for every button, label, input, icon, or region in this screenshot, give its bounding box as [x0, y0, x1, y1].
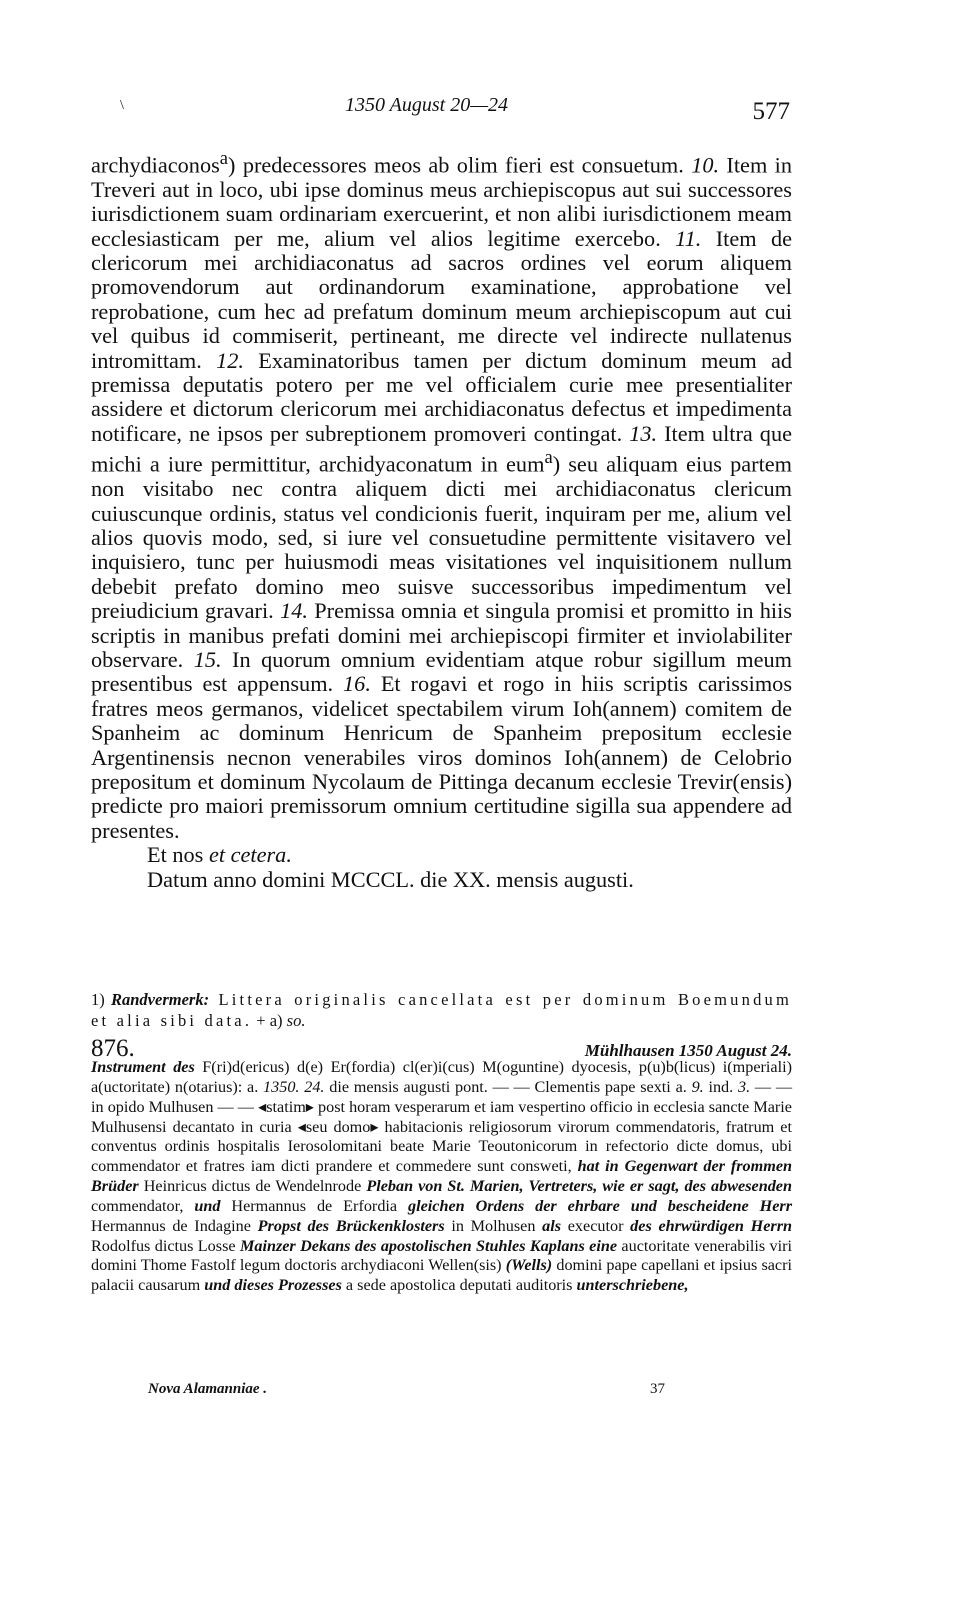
- text-segment: Item ultra que michi a iure permittitur, archidyaconatum in eum: [91, 420, 792, 477]
- regest-segment: auctoritate venerabilis viri domini Thome Fastolf legum doctoris archydiaconi Wellen(sis): [91, 1236, 792, 1275]
- regest-segment: Hermannus de Indagine: [91, 1216, 258, 1235]
- footnote-ref: a: [219, 148, 229, 169]
- regest-text: [91, 1058, 792, 1296]
- footnote-keyword: Randvermerk:: [110, 990, 210, 1009]
- page-footer: [148, 1381, 708, 1401]
- document-place-date: Mühlhausen 1350 August 24.: [584, 1041, 792, 1060]
- section-number: 10.: [691, 152, 720, 178]
- footnote: [91, 989, 792, 1031]
- german-editorial-text: Mainzer Dekans des apostolischen Stuhles Kaplans eine: [239, 1236, 618, 1255]
- page-number: 577: [752, 98, 790, 125]
- german-editorial-text: gleichen Ordens der ehrbare und bescheidene Herr: [408, 1196, 792, 1215]
- footnote-label: 1): [91, 990, 111, 1009]
- regest-segment: F(ri)d(ericus) d(e) Er(fordia) cl(er)i(cus) M(oguntine) dyocesis, p(u)b(licus) i(mperiali) a(uctoritate) n(otarius): a.: [91, 1058, 792, 1096]
- german-editorial-text: (Wells): [505, 1256, 553, 1275]
- footer-signature: Nova Alamanniae .: [148, 1381, 268, 1397]
- german-editorial-text: Propst des Brückenklosters: [257, 1216, 445, 1235]
- header-date-range: 1350 August 20—24: [345, 94, 508, 116]
- regest-segment: domini pape capellani et ipsius sacri palacii causarum: [91, 1256, 792, 1295]
- header-mark: \: [120, 98, 124, 113]
- regest-segment: Hermannus de Erfordia: [220, 1196, 409, 1215]
- text-segment: Item in Treveri aut in loco, ubi ipse dominus meus archiepiscopus aut sui successores iurisdictionem suam ordinariam exercuerint, et non alibi iurisdictionem meam ecclesiasticam per me, alium vel alios legitime exercebo.: [91, 152, 792, 251]
- regest-segment: a sede apostolica deputati auditoris: [341, 1276, 577, 1295]
- section-number: 16.: [343, 671, 371, 697]
- text-segment: Et rogavi et rogo in hiis scriptis carissimos fratres meos germanos, videlicet spectabilem virum Ioh(annem) comitem de Spanheim ac dominum Henricum de Spanheim prepositum ecclesie Argentinensis necnon venerabiles viros dominos Ioh(annem) de Celobrio prepositum et dominum Nycolaum de Pittinga decanum ecclesie Trevir(ensis) predicte pro maiori premissorum omnium certitudine sigilla sua appendere ad presentes.: [91, 671, 792, 843]
- german-editorial-text: hat in Gegenwart der frommen Brüder: [91, 1157, 793, 1196]
- regest-segment: — — in opido Mulhusen — — ◂statim▸ post horam vesperarum et iam vespertino officio in ecclesia sancte Marie Mulhusensi decantato in curia ◂seu domo▸ habitacionis religiosorum virorum commendatoris, fratrum et conventus ordinis hospitalis Ierosolomitani beate Marie Teoutonicorum in refectorio dicte domus, ubi commendator et fratres iam dicti prandere et commedere sunt consweti,: [91, 1077, 793, 1176]
- footnote-text: Littera originalis cancellata est per dominum Boemundum et alia sibi data.: [91, 990, 793, 1030]
- footnote-so: so.: [286, 1011, 306, 1030]
- running-header: [90, 94, 790, 130]
- regest-segment: commendator,: [91, 1196, 195, 1215]
- regest-segment: executor: [561, 1216, 631, 1235]
- section-number: 12.: [216, 347, 244, 373]
- section-number: 13.: [629, 420, 658, 446]
- regest-segment: Rodolfus dictus Losse: [91, 1236, 240, 1255]
- text-segment: ) predecessores meos ab olim fieri est consuetum.: [228, 152, 692, 178]
- text-segment: archydiaconos: [91, 152, 220, 178]
- footnote-tail: + a): [252, 1011, 287, 1030]
- document-number: 876.: [91, 1035, 135, 1062]
- section-number: 15.: [193, 646, 222, 672]
- german-editorial-text: Instrument des: [91, 1058, 195, 1076]
- regest-segment: in Molhusen: [444, 1216, 543, 1235]
- datum-line: Datum anno domini MCCCL. die XX. mensis augusti.: [147, 866, 634, 892]
- footnote-ref: a: [544, 447, 553, 469]
- main-paragraph: [91, 147, 792, 843]
- regest-segment: Heinricus dictus de Wendelnrode: [138, 1177, 367, 1196]
- regest-segment: die mensis augusti pont. — — Clementis pape sexti a.: [324, 1077, 692, 1096]
- german-editorial-text: als: [542, 1216, 562, 1235]
- german-editorial-text: des ehrwürdigen Herrn: [630, 1216, 792, 1235]
- text-segment: In quorum omnium evidentiam atque robur sigillum meum presentibus est appensum.: [91, 646, 793, 697]
- regest-segment: 1350. 24.: [263, 1077, 325, 1096]
- text-segment: ) seu aliquam eius partem non visitabo nec contra aliquem dicti mei archidiaconatus clericum cuiuscunque ordinis, status vel condicionis fuerit, inquiram per me, alium vel alios quovis modo, sed, si iure vel consuetudine permittente visitavero vel inquisiero, tunc per huiusmodi meas visitationes vel inquisitionem nullum debebit prefato domino meo suisve successoribus impedimentum vel preiudicium gravari.: [91, 451, 792, 624]
- regest-segment: ind.: [703, 1077, 738, 1096]
- german-editorial-text: unterschriebene,: [576, 1276, 689, 1295]
- german-editorial-text: Pleban von St. Marien, Vertreters, wie er sagt, des abwesenden: [366, 1177, 792, 1196]
- german-editorial-text: und: [194, 1196, 221, 1215]
- text-segment-italic: et cetera.: [208, 842, 292, 868]
- text-segment: Examinatoribus tamen per dictum dominum meum ad premissa deputatis potero per me vel officialem curie mee presentialiter assidere et dictorum clericorum mei archidiaconatus defectus et impedimenta notificare, ne ipsos per subreptionem promoveri contingat.: [91, 347, 792, 446]
- german-editorial-text: und dieses Prozesses: [204, 1276, 342, 1295]
- et-nos-line: [91, 843, 792, 867]
- text-segment: Et nos: [147, 842, 209, 868]
- text-segment: Premissa omnia et singula promisi et promitto in hiis scriptis in manibus prefati domini mei archiepiscopi firmiter et inviolabiliter observare.: [91, 598, 792, 672]
- regest-segment: 9.: [691, 1077, 704, 1096]
- section-number: 14.: [280, 598, 308, 624]
- footer-sheet-number: 37: [650, 1381, 665, 1397]
- section-number: 11.: [675, 225, 702, 251]
- regest-segment: 3.: [737, 1077, 751, 1096]
- main-text: [91, 147, 792, 892]
- text-segment: Item de clericorum mei archidiaconatus ad sacros ordines vel eorum aliquem promovendorum aut ordinandorum examinatione, approbatione vel reprobatione, cum hec ad prefatum dominum meum archiepiscopum aut cui vel quibus id commiserit, pertineant, me directe vel indirecte nullatenus intromittam.: [91, 225, 792, 373]
